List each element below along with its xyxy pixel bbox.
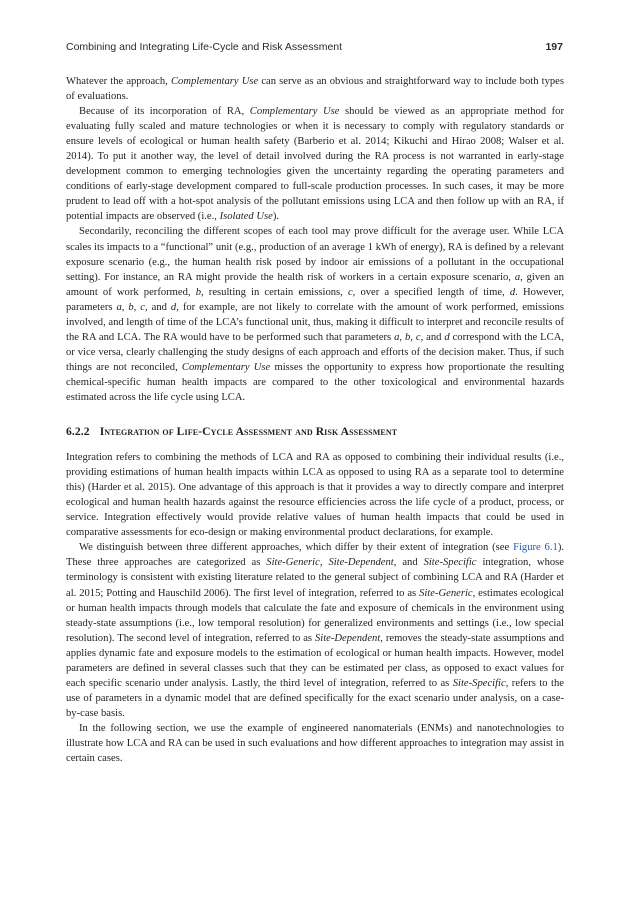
text-run: ). bbox=[272, 211, 280, 223]
italic-term: d bbox=[509, 286, 516, 298]
italic-term: Complementary Use bbox=[249, 106, 340, 118]
text-run: , and bbox=[393, 557, 424, 569]
italic-term: a bbox=[514, 271, 521, 283]
italic-term: Complementary Use bbox=[181, 361, 271, 373]
italic-term: d bbox=[170, 301, 177, 313]
italic-term: Complementary Use bbox=[170, 76, 259, 87]
text-run: , resulting in certain emissions, bbox=[201, 286, 348, 298]
section-number: 6.2.2 bbox=[66, 425, 90, 439]
text-run: , bbox=[121, 301, 129, 313]
text-run: , refers to the use of parameters in a dynamic model that are defined specifically for the exact scenario under analysis, on a case-by-case basis. bbox=[66, 677, 564, 719]
paragraph bbox=[66, 224, 564, 405]
italic-term: Isolated Use bbox=[219, 211, 273, 223]
italic-term: b bbox=[128, 301, 134, 313]
paragraphs-after-section bbox=[66, 450, 564, 766]
italic-term: d bbox=[444, 331, 450, 343]
text-run: Whatever the approach, bbox=[66, 76, 171, 87]
text-run: , and bbox=[145, 301, 171, 313]
section-heading bbox=[66, 424, 564, 439]
text-run: Because of its incorporation of RA, bbox=[79, 106, 250, 118]
italic-term: Site-Generic bbox=[419, 587, 473, 599]
text-run: We distinguish between three different approaches, which differ by their extent of integration (see bbox=[79, 542, 514, 554]
paragraph bbox=[66, 104, 564, 224]
italic-term: c bbox=[415, 331, 421, 343]
text-run: , given an amount of work performed, bbox=[66, 271, 564, 298]
italic-term: Site-Specific bbox=[452, 677, 506, 689]
page-number: 197 bbox=[545, 41, 563, 53]
text-run: In the following section, we use the example of engineered nanomaterials (ENMs) and nanotechnologies to illustrate how LCA and RA can be used in such evaluations and how different approaches to integration may assist in certain cases. bbox=[66, 722, 564, 765]
italic-term: Site-Dependent bbox=[314, 632, 381, 644]
italic-term: Site-Dependent bbox=[328, 557, 394, 569]
italic-term: c bbox=[347, 286, 353, 298]
italic-term: a bbox=[394, 331, 400, 343]
text-run: , and bbox=[420, 331, 445, 343]
paragraph bbox=[66, 721, 564, 766]
text-run: , over a specified length of time, bbox=[352, 286, 510, 298]
text-run: Integration refers to combining the methods of LCA and RA as opposed to combining their individual results (i.e., providing estimations of human health impacts within LCA as opposed to using RA as a separate tool to determine this) (Harder et al. 2015). One advantage of this approach is that it provides a way to directly compare and interpret ecological and human health hazards against the resource efficiencies across the life cycle of a product, process, or service. Integration effectively would provide relative values of human health impacts that could be used in comparative assessments for eco-design or making environmental product declarations, for example. bbox=[66, 452, 564, 539]
paragraph bbox=[66, 450, 564, 540]
text-run: Secondarily, reconciling the different scopes of each tool may prove difficult for the average user. While LCA scales its impacts to a “functional” unit (e.g., production of an average 1 kWh of energy), RA is defined by a relevant exposure scenario (e.g., the human health risk posed by indoor air emissions of a pollutant in the occupational setting). For instance, an RA might provide the health risk of workers in a certain exposure scenario, bbox=[66, 226, 564, 283]
text-run: correspond with the LCA, or vice versa, clearly challenging the study designs of each approach and efforts of the decision maker. Thus, if such things are not reconciled, bbox=[66, 331, 565, 373]
text-run: , bbox=[319, 557, 329, 569]
text-run: integration, whose terminology is consistent with existing literature related to the general subject of combining LCA and RA (Harder et al. 2015; Potting and Hauschild 2006). The first level of integration, referred to as bbox=[66, 557, 564, 599]
paragraph bbox=[66, 540, 564, 721]
body-text bbox=[66, 74, 564, 766]
italic-term: Site-Generic bbox=[266, 557, 320, 569]
text-run: misses the opportunity to express how proportionate the resulting chemical-specific human health impacts are compared to the other toxicological and environmental hazards estimated across the life cycle using LCA. bbox=[66, 361, 564, 403]
text-run: , estimates ecological or human health impacts through models that calculate the fate and exposure of chemicals in the environment using steady-state assumptions (i.e., low temporal resolution) for generalized environments and settings (i.e., low special resolution). The second level of integration, referred to as bbox=[66, 587, 564, 644]
text-run: , bbox=[399, 331, 405, 343]
text-run: . However, parameters bbox=[66, 286, 564, 313]
italic-term: Site-Specific bbox=[423, 557, 477, 569]
text-run: can serve as an obvious and straightforward way to include both types of evaluations. bbox=[66, 76, 565, 103]
running-title: Combining and Integrating Life-Cycle and Risk Assessment bbox=[66, 41, 343, 53]
text-run: , removes the steady-state assumptions and applies dynamic fate and exposure models to the estimation of ecological or human health impacts. However, model parameters are defined in several classes such that they can be estimated per class, as opposed to exact values for each specific scenario under analysis. Lastly, the third level of integration, referred to as bbox=[66, 632, 564, 689]
text-run: should be viewed as an appropriate method for evaluating fully scaled and mature technologies or when it is necessary to comply with regulatory standards or ensure levels of ecological or human health safety (Barberio et al. 2014; Kikuchi and Hirao 2008; Walser et al. 2014). To put it another way, the level of detail involved during the RA process is not warranted in early-stage development common to emerging technologies given the uncertainty regarding the operating parameters and conditions of early-stage development compared to full-scale production processes. In such cases, it may be more prudent to lead off with a hot-spot analysis of the pollutant emissions using LCA and then follow up with an RA, if potential impacts are observed (i.e., bbox=[66, 106, 565, 223]
figure-reference-link[interactable]: Figure 6.1 bbox=[513, 542, 558, 554]
running-header bbox=[66, 41, 563, 53]
section-title: Integration of Life-Cycle Assessment and Risk Assessment bbox=[99, 425, 398, 439]
text-run: , for example, are not likely to correlate with the amount of work performed, emissions involved, and length of time of the LCA’s functional unit, thus, making it difficult to interpret and reconcile results of the RA and LCA. The RA would have to be performed such that parameters bbox=[66, 301, 564, 343]
italic-term: b bbox=[404, 331, 411, 343]
text-run: , bbox=[133, 301, 141, 313]
italic-term: b bbox=[195, 286, 202, 298]
text-run: , bbox=[410, 331, 416, 343]
paragraphs-before-section bbox=[66, 74, 564, 405]
italic-term: c bbox=[140, 301, 145, 313]
paragraph bbox=[66, 74, 564, 104]
italic-term: a bbox=[116, 301, 122, 313]
text-run: ). These three approaches are categorized as bbox=[66, 542, 564, 569]
